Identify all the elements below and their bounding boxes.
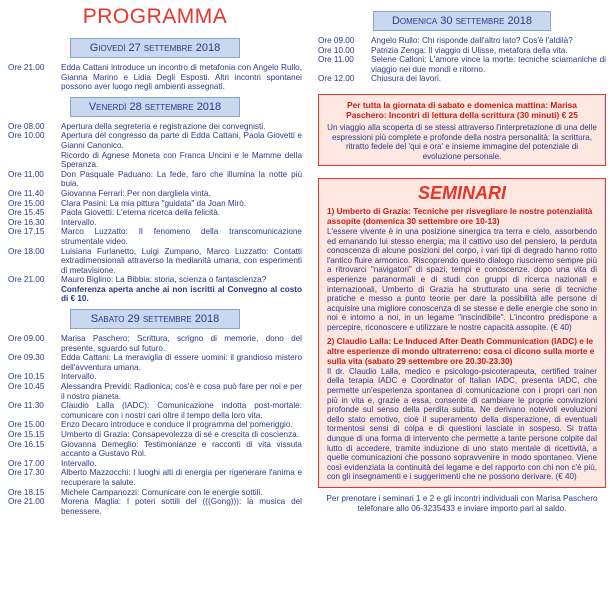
program-event [8,63,302,92]
event-time: Ore 09.30 [8,353,45,363]
lettura-scrittura-box [318,94,606,166]
event-time: Ore 11.00 [8,169,44,179]
event-description: Chiusura dei lavori. [371,74,442,84]
event-time: Ore 21.00 [8,275,45,285]
event-time: Ore 11.00 [318,55,354,65]
event-description: Luisiana Furlanetto, Luigi Zumpano, Marco Luzzatto: Contatti extradimensionali attraverso la medianità umana, con esperimenti di metavisione. [61,246,302,275]
event-time: Ore 15.00 [8,198,45,208]
program-event [8,468,302,487]
event-description: Don Pasquale Paduano: La fede, faro che illumina la notte più buia. [61,169,302,189]
event-description: Marco Luzzatto: Il fenomeno della transcomunicazione strumentale video. [61,227,302,246]
event-description: Morena Maglia: I poteri sottili del (((Gong))): la musica del benessere. [61,497,302,516]
program-event [318,74,606,84]
event-time: Ore 08.00 [8,121,45,131]
events-venerdi [8,122,302,304]
event-description: Edda Cattani: La meraviglia di essere uomini: il grandioso mistero dell'avventura umana. [61,353,302,372]
event-description: Ricordo di Agnese Moneta con Franca Uncini e le Mamme della Speranza. [61,150,302,170]
program-event [8,401,302,420]
event-time: Ore 21.00 [8,497,45,507]
event-time: Ore 21.00 [8,63,45,72]
seminar-2-body: Il dr. Claudio Lalla, medico e psicologo-psicoterapeuta, certified trainer della terapia IADC e Coordinator of Italian IADC, presenta IADC, che permette un'esperienza spontanea di comunicazione con i propri cari non più in vita e, grazie a essa, consente di cambiare le proprie convinzioni profonde sul senso della perdita subita. Ne derivano notevoli evoluzioni dello stato emotivo, cioè il superamento della disperazione, di eventuali tormentosi sensi di colpa e di questioni lasciate in sospeso. Si tratta dunque di una forma di intervento che permette a tante persone colpite dal lutto di accedere, tramite induzione di uno stato mentale di ricettività, a quelle comunicazioni che possono sopravvenire in modo spontaneo. Viene così evidenziata la continuità del legame e del rapporto con chi non c'è più, con gli insegnamenti e i suggerimenti che ne possono derivare. (€ 40) [327,366,597,482]
events-domenica [318,36,606,84]
event-description: Michele Campanozzi: Comunicare con le energie sottili. [61,487,263,497]
program-event [8,208,302,218]
event-description: Mauro Biglino: La Bibbia: storia, scienza o fantascienza? [61,275,267,285]
program-event [8,497,302,516]
event-description: Alberto Mazzocchi: I luoghi alti di energia per rigenerare l'anima e recuperare la salute. [61,468,302,487]
day-header-giovedi: Giovedì 27 settembre 2018 [70,38,240,58]
event-time: Ore 10.00 [8,131,45,141]
lettura-box-heading: Per tutta la giornata di sabato e domenica mattina: Marisa Paschero: Incontri di lettura della scrittura (30 minuti) € 25 [346,99,578,120]
day-header-venerdi: Venerdì 28 settembre 2018 [70,97,240,117]
event-time: Ore 15.00 [8,420,45,430]
program-event [8,227,302,246]
lettura-box-body: Un viaggio alla scoperta di se stessi attraverso l'interpretazione di una delle espressioni più complete e profonde della nostra personalità: la scrittura, ritratto fedele del 'qui e ora' e insieme immagine del potenziale di evoluzione personale. [327,122,597,161]
program-event [8,189,302,199]
program-event [8,420,302,430]
programma-column [8,0,302,516]
event-description: Apertura della segreteria e registrazione dei convegnisti. [61,121,266,131]
event-time: Ore 15.45 [8,208,45,218]
event-description: Marisa Paschero: Scrittura, scrigno di memorie, dono del presente, sguardo sul futuro. [61,334,302,353]
events-sabato [8,334,302,516]
event-description: Intervallo. [61,458,97,468]
programma-title: PROGRAMMA [82,5,228,28]
event-description: Claudio Lalla (IADC): Comunicazione indotta post-mortale: comunicare con i nostri cari oltre il tempo della loro vita. [61,401,302,420]
event-time: Ore 10.45 [8,382,45,392]
event-time: Ore 11.30 [8,401,44,411]
event-description: Apertura del congresso da parte di Edda Cattani, Paola Giovetti e Gianni Canonico. [61,131,302,150]
event-time: Ore 10.15 [8,372,45,382]
event-description: Giovanna Ferrari: Per non dargliela vinta. [61,188,211,198]
program-event [8,199,302,209]
event-time: Ore 09.00 [8,334,45,344]
event-time: Ore 09.00 [318,36,355,45]
booking-note: Per prenotare i seminari 1 e 2 e gli incontri individuali con Marisa Paschero telefonare allo 06-3235433 e inviare importo pari al saldo. [326,493,598,513]
program-event [8,382,302,401]
program-event [8,151,302,170]
event-description: Clara Pasini: La mia pittura "guidata" da Joan Mirò. [61,198,247,208]
program-event [8,218,302,228]
program-event [318,55,606,74]
event-time: Ore 12.00 [318,74,355,84]
program-event [8,440,302,459]
event-description: Umberto di Grazia: Consapevolezza di sé e crescita di coscienza. [61,430,300,439]
program-event [8,122,302,132]
event-description: Intervallo. [61,217,97,227]
event-time: Ore 16.15 [8,439,45,449]
program-event [8,488,302,498]
event-time: Ore 17.00 [8,458,45,468]
event-time: Ore 17.15 [8,227,45,237]
events-giovedi [8,63,302,92]
event-description: Conferenza aperta anche ai non iscritti al Convegno al costo di € 10. [61,284,302,304]
event-description: Edda Cattani introduce un incontro di metafonia con Angelo Rullo, Gianna Marino e Lidia Degli Esposti. Altri incontri spontanei possono aver luogo negli ambienti assegnati. [61,63,302,92]
event-time: Ore 17.30 [8,468,45,478]
event-time: Ore 15.15 [8,430,45,439]
program-event [8,247,302,276]
event-time: Ore 10.00 [318,45,355,55]
right-column [318,0,606,514]
seminar-1-body: L'essere vivente è in una posizione sinergica tra terra e cielo, assorbendo ed emanando lui stesso energia; ma il cattivo uso del pensiero, la perduta conoscenza di alcune posizioni del corpo, i vari tipi di degrado hanno rotto l'antico fluire armonico. Riscoprendo questo dialogo riusciremo sempre più a ritrovarci "navigatori" di spazi, tempi e conoscenze. dopo una vita di esperienze paranormali e di studi con gruppi di ricerca nazionali e internazionali, Umberto di Grazia ha strutturato una serie di tecniche pratiche e messo a punto teorie per dare la possibilità alle persone di acquisire una migliore conoscenza di se stesse e delle energie che sono in noi e intorno a noi, in un legame "inscindibile". L'incontro predispone a percepire, riconoscere e utilizzare le nostre capacità assopite. (€ 40) [327,226,597,332]
event-description: Angelo Rullo: Chi risponde dall'altro lato? Cos'è l'aldilà? [371,36,573,45]
program-event [8,170,302,189]
event-description: Alessandra Previdi: Radionica; cos'è e cosa può fare per noi e per il nostro pianeta. [61,382,302,401]
seminari-box [318,178,606,488]
event-description: Patrizia Zenga: Il viaggio di Ulisse, metafora della vita. [371,45,568,55]
seminar-2-heading: 2) Claudio Lalla: Le Induced After Death Communication (IADC) e le altre esperienze di mondo ultraterreno: cosa ci dicono sulla morte e sulla vita (sabato 29 settembre ore 20.30-23.30) [327,336,595,367]
event-time: Ore 16.30 [8,217,45,227]
program-event [8,430,302,440]
event-description: Giovanna Demeglio: Testimonianze e racconti di vita vissuta accanto a Gustavo Rol. [61,439,302,459]
program-event [8,353,302,372]
event-description: Paola Giovetti: L'eterna ricerca della felicità. [61,208,221,218]
program-event [8,459,302,469]
seminar-1-heading: 1) Umberto di Grazia: Tecniche per risvegliare le nostre potenzialità assopite (domenica 30 settembre ore 10-13) [327,206,593,227]
program-event [8,285,302,304]
program-event [318,36,606,46]
event-time: Ore 11.40 [8,188,44,198]
event-time [8,151,61,170]
program-event [318,46,606,56]
event-time: Ore 18.00 [8,246,45,256]
event-description: Intervallo. [61,372,97,382]
event-time [8,285,61,304]
day-header-sabato: Sabato 29 settembre 2018 [70,309,240,329]
program-event [8,334,302,353]
program-event [8,372,302,382]
event-description: Selene Calloni: L'amore vince la morte: tecniche sciamaniche di viaggio nei due mondi e ritorno. [371,55,606,74]
seminari-title: SEMINARI [417,183,506,204]
day-header-domenica: Domenica 30 settembre 2018 [373,11,551,31]
event-description: Enzo Decaro introduce e conduce il programma del pomeriggio. [61,420,293,430]
event-time: Ore 18.15 [8,487,45,497]
program-event [8,131,302,150]
program-event [8,275,302,285]
